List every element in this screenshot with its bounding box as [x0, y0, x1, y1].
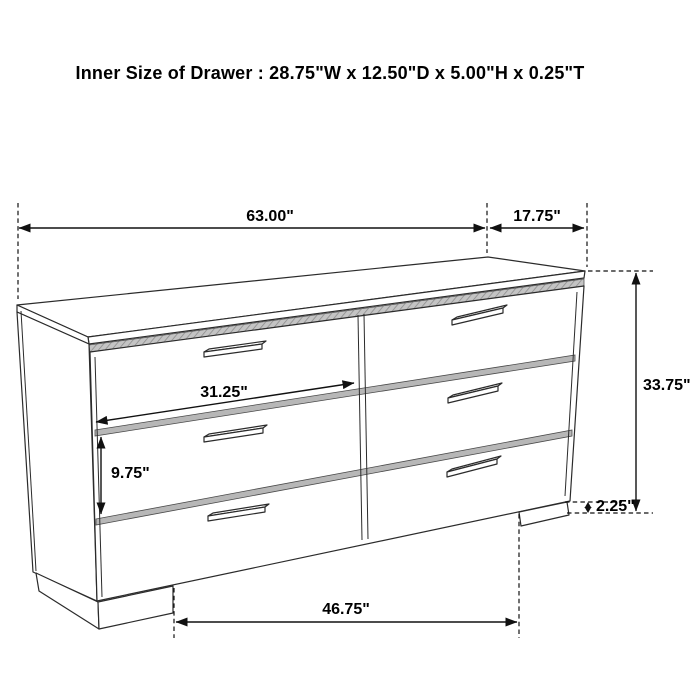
dim-label-base-height: 2.25": [596, 498, 635, 515]
arrowhead-down: [585, 507, 592, 513]
dim-overall-height: [567, 271, 691, 513]
dim-label-drawer-height: 9.75": [111, 465, 150, 482]
dim-label-overall-height: 33.75": [643, 377, 691, 394]
dim-label-overall-depth: 17.75": [513, 208, 561, 225]
dim-overall-depth: [490, 203, 587, 267]
dresser-illustration: [17, 257, 585, 629]
dim-label-drawer-width: 31.25": [200, 384, 248, 401]
diagram-title: Inner Size of Drawer : 28.75"W x 12.50"D x 5.00"H x 0.25"T: [75, 63, 585, 83]
dim-label-overall-width: 63.00": [246, 208, 294, 225]
dim-label-base-inset-width: 46.75": [322, 601, 370, 618]
